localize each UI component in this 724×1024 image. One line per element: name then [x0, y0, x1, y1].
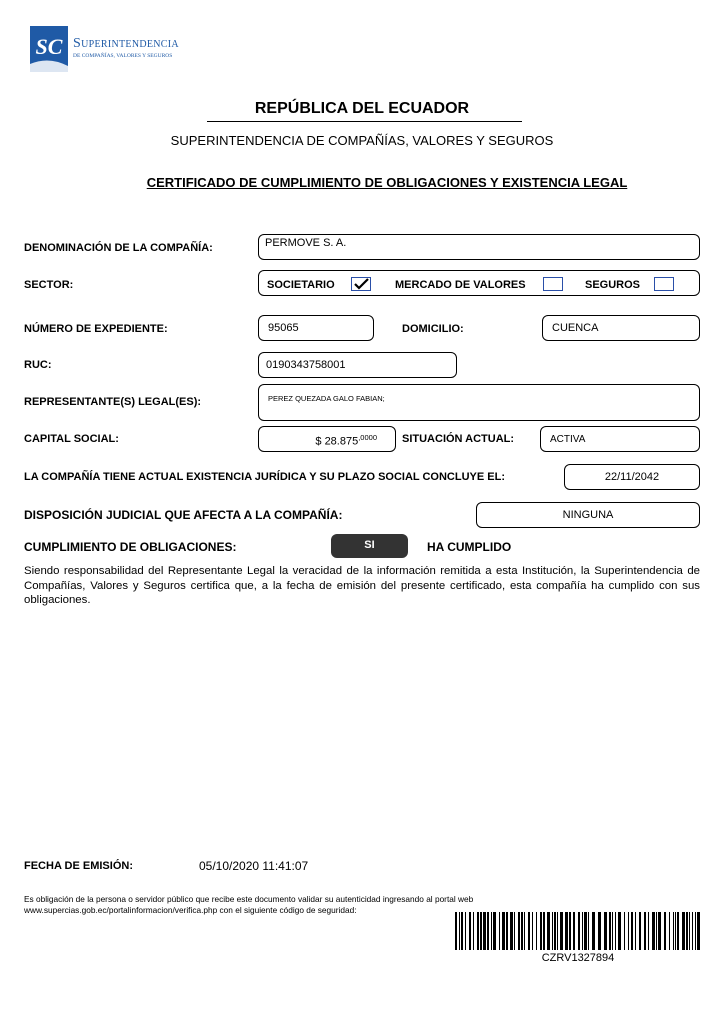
expediente-label: NÚMERO DE EXPEDIENTE: — [24, 323, 168, 335]
situacion-label: SITUACIÓN ACTUAL: — [402, 433, 515, 445]
barcode-bar — [459, 912, 460, 950]
barcode-bar — [524, 912, 525, 950]
barcode-bar — [682, 912, 685, 950]
sector-mercado-label: MERCADO DE VALORES — [395, 279, 526, 291]
domicilio-value: CUENCA — [552, 322, 599, 334]
barcode-bar — [469, 912, 471, 950]
logo-name: Superintendencia — [73, 36, 179, 51]
svg-text:SC: SC — [35, 34, 63, 59]
barcode-bar — [635, 912, 636, 950]
barcode-bar — [686, 912, 688, 950]
barcode-bar — [612, 912, 613, 950]
institution-name: SUPERINTENDENCIA DE COMPAÑÍAS, VALORES Y SEGUROS — [170, 133, 554, 148]
barcode-bar — [631, 912, 633, 950]
certification-statement: Siendo responsabilidad del Representante Legal la veracidad de la información remitida a esta Institución, la Superintendencia de Compañías, Valores y Seguros certifica que, a la fecha de emisión del presente certificado, esta compañía ha cumplido con sus obligaciones. — [24, 565, 700, 606]
barcode-bar — [532, 912, 533, 950]
sc-logo-icon — [30, 26, 68, 72]
verification-notice-line1: Es obligación de la persona o servidor público que recibe este documento validar su autenticidad ingresando al portal web — [24, 894, 474, 904]
sector-seguros-checkbox — [654, 277, 674, 291]
barcode-bar — [692, 912, 693, 950]
barcode-bar — [514, 912, 515, 950]
fecha-emision-value: 05/10/2020 11:41:07 — [199, 859, 309, 873]
disposicion-field — [476, 502, 700, 528]
barcode-bar — [644, 912, 646, 950]
barcode-bar — [658, 912, 661, 950]
denominacion-field — [258, 234, 700, 260]
barcode-bar — [648, 912, 649, 950]
capital-label: CAPITAL SOCIAL: — [24, 433, 119, 445]
barcode-bar — [639, 912, 641, 950]
denominacion-label: DENOMINACIÓN DE LA COMPAÑÍA: — [24, 242, 213, 254]
barcode-bar — [543, 912, 545, 950]
barcode-bar — [565, 912, 568, 950]
capital-field — [258, 426, 396, 452]
barcode-bar — [588, 912, 589, 950]
barcode-bar — [477, 912, 479, 950]
security-code: CZRV1327894 — [541, 952, 615, 964]
cumplimiento-value: SI — [364, 539, 375, 551]
barcode-bar — [584, 912, 587, 950]
barcode-bar — [499, 912, 500, 950]
certificate-title: CERTIFICADO DE CUMPLIMIENTO DE OBLIGACIONES Y EXISTENCIA LEGAL — [146, 175, 628, 190]
barcode-bar — [480, 912, 482, 950]
barcode-bar — [664, 912, 666, 950]
barcode-bar — [528, 912, 530, 950]
capital-decimals: ,0000 — [358, 433, 377, 442]
country-title: REPÚBLICA DEL ECUADOR — [254, 100, 470, 117]
barcode-bar — [697, 912, 700, 950]
representante-label: REPRESENTANTE(S) LEGAL(ES): — [24, 396, 202, 408]
barcode-bar — [493, 912, 496, 950]
ruc-field — [258, 352, 457, 378]
sector-field — [258, 270, 700, 296]
barcode-bar — [461, 912, 463, 950]
barcode-bar — [557, 912, 558, 950]
barcode-bar — [521, 912, 523, 950]
barcode-bar — [673, 912, 674, 950]
barcode-bar — [465, 912, 466, 950]
barcode-bar — [510, 912, 513, 950]
barcode-bar — [669, 912, 670, 950]
verification-notice-line2: www.supercias.gob.ec/portalinformacion/verifica.php con el siguiente código de seguridad: — [24, 905, 357, 915]
denominacion-value: PERMOVE S. A. — [265, 237, 347, 249]
barcode-bar — [552, 912, 553, 950]
capital-value: $ 28.875 — [315, 435, 359, 448]
country-title-underline — [207, 121, 522, 122]
domicilio-field — [542, 315, 700, 341]
barcode-bar — [656, 912, 657, 950]
barcode-bar — [502, 912, 505, 950]
expediente-field — [258, 315, 374, 341]
cumplimiento-badge — [331, 534, 408, 558]
logo-subtitle: DE COMPAÑÍAS, VALORES Y SEGUROS — [73, 53, 173, 59]
barcode-bar — [491, 912, 492, 950]
barcode-bar — [487, 912, 489, 950]
disposicion-label: DISPOSICIÓN JUDICIAL QUE AFECTA A LA COMPAÑÍA: — [24, 508, 343, 522]
barcode-bar — [582, 912, 583, 950]
sector-societario-label: SOCIETARIO — [267, 279, 335, 291]
barcode-bar — [569, 912, 571, 950]
sector-label: SECTOR: — [24, 279, 74, 291]
barcode-bar — [560, 912, 563, 950]
barcode-bar — [592, 912, 595, 950]
barcode-bar — [695, 912, 696, 950]
barcode-bar — [483, 912, 486, 950]
barcode-bar — [624, 912, 625, 950]
checkmark-icon — [352, 278, 370, 290]
sector-seguros-label: SEGUROS — [585, 279, 641, 291]
situacion-field — [540, 426, 700, 452]
ruc-value: 0190343758001 — [266, 359, 346, 371]
barcode-bar — [675, 912, 676, 950]
barcode-bar — [578, 912, 580, 950]
barcode-bar — [540, 912, 542, 950]
barcode-bar — [536, 912, 537, 950]
barcode-bar — [455, 912, 457, 950]
existencia-label: LA COMPAÑÍA TIENE ACTUAL EXISTENCIA JURÍDICA Y SU PLAZO SOCIAL CONCLUYE EL: — [24, 471, 505, 483]
barcode-bar — [604, 912, 607, 950]
barcode-bar — [618, 912, 621, 950]
barcode-bar — [652, 912, 655, 950]
barcode-bar — [689, 912, 690, 950]
barcode-bar — [547, 912, 550, 950]
capital-value-wrapper — [315, 433, 377, 448]
situacion-value: ACTIVA — [550, 434, 586, 445]
disposicion-value: NINGUNA — [562, 509, 614, 521]
existencia-field — [564, 464, 700, 490]
barcode-bar — [615, 912, 616, 950]
barcode-bar — [473, 912, 474, 950]
cumplimiento-label: CUMPLIMIENTO DE OBLIGACIONES: — [24, 540, 237, 554]
sector-societario-checkbox — [351, 277, 371, 291]
domicilio-label: DOMICILIO: — [402, 323, 464, 335]
barcode-bar — [598, 912, 601, 950]
representante-value: PEREZ QUEZADA GALO FABIAN; — [268, 394, 385, 403]
sector-mercado-checkbox — [543, 277, 563, 291]
cumplimiento-status: HA CUMPLIDO — [427, 540, 512, 554]
security-barcode — [455, 912, 701, 950]
representante-field — [258, 384, 700, 421]
barcode-bar — [609, 912, 611, 950]
fecha-emision-label: FECHA DE EMISIÓN: — [24, 860, 133, 872]
existencia-value: 22/11/2042 — [604, 471, 660, 483]
barcode-bar — [554, 912, 556, 950]
institution-logo — [30, 26, 200, 74]
barcode-bar — [628, 912, 629, 950]
barcode-bar — [677, 912, 679, 950]
barcode-bar — [573, 912, 575, 950]
expediente-value: 95065 — [268, 322, 299, 334]
ruc-label: RUC: — [24, 359, 52, 371]
barcode-bar — [506, 912, 508, 950]
barcode-bar — [518, 912, 520, 950]
